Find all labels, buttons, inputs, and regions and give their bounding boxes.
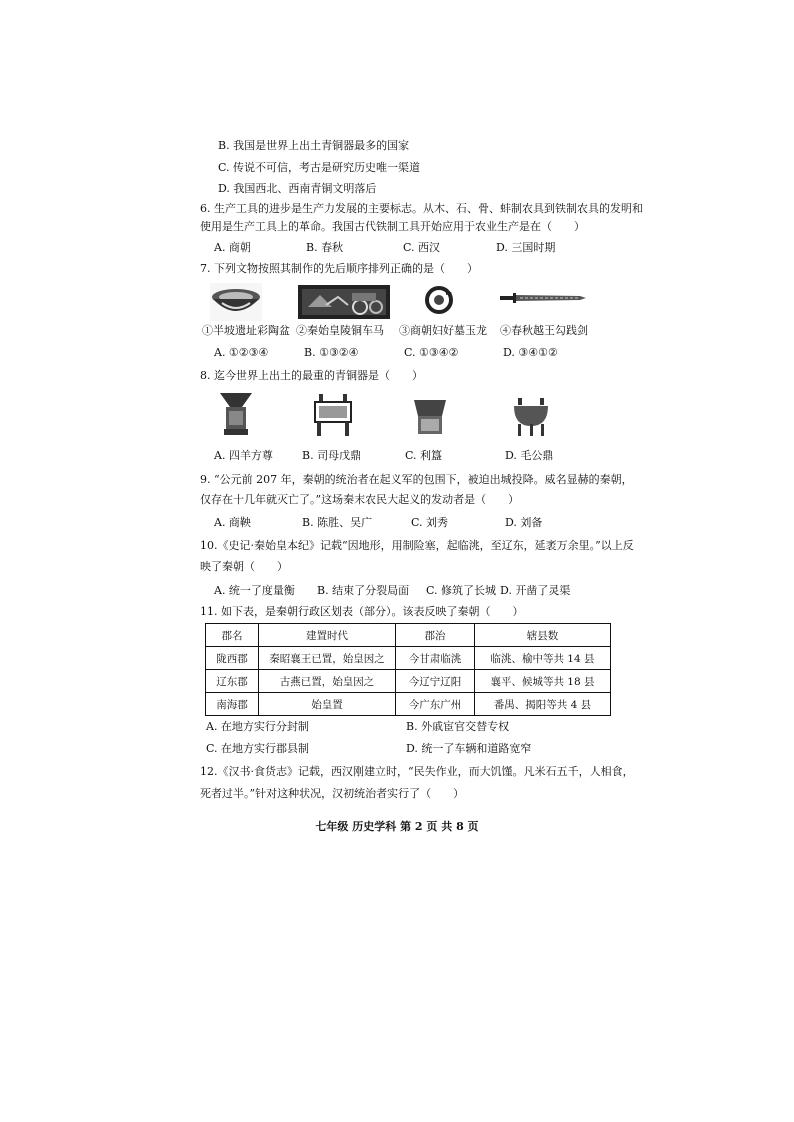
q10-option-c[interactable]: C. 修筑了长城 <box>426 584 497 597</box>
jade-dragon-image <box>424 285 454 315</box>
page-footer: 七年级 历史学科 第 2 页 共 8 页 <box>315 820 479 833</box>
q9-option-b[interactable]: B. 陈胜、吴广 <box>302 516 373 529</box>
li-gui-image <box>412 396 448 438</box>
pottery-basin-image <box>210 283 262 321</box>
table-header-row <box>206 624 611 647</box>
q11-stem: 11. 如下表，是秦朝行政区划表（部分）。该表反映了秦朝（ ） <box>200 605 524 618</box>
table-cell: 番禺、揭阳等共 4 县 <box>475 693 611 716</box>
q10-stem-line2: 映了秦朝（ ） <box>200 560 288 573</box>
q10-option-d[interactable]: D. 开凿了灵渠 <box>500 584 571 597</box>
q10-option-b[interactable]: B. 结束了分裂局面 <box>317 584 410 597</box>
q7-option-c[interactable]: C. ①③④② <box>404 346 459 359</box>
q8-option-c[interactable]: C. 利簋 <box>405 449 443 462</box>
table-cell: 陇西郡 <box>206 647 259 670</box>
maogong-ding-image <box>512 398 550 438</box>
q6-option-d[interactable]: D. 三国时期 <box>496 241 556 254</box>
q6-stem-line2: 使用是生产工具上的革命。我国古代铁制工具开始应用于农业生产是在（ ） <box>200 220 585 233</box>
sword-image <box>500 291 586 305</box>
table-row <box>206 647 611 670</box>
q7-item-1: ①半坡遗址彩陶盆 <box>202 324 290 337</box>
q8-option-a[interactable]: A. 四羊方尊 <box>214 449 273 462</box>
table-cell: 今辽宁辽阳 <box>396 670 475 693</box>
q7-option-b[interactable]: B. ①③②④ <box>304 346 359 359</box>
table-cell: 今广东广州 <box>396 693 475 716</box>
q8-stem: 8. 迄今世界上出土的最重的青铜器是（ ） <box>200 369 423 382</box>
q6-option-a[interactable]: A. 商朝 <box>214 241 251 254</box>
q11-option-a[interactable]: A. 在地方实行分封制 <box>206 720 309 733</box>
q10-stem-line1: 10.《史记·秦始皇本纪》记载“因地形，用制险塞，起临洮，至辽东，延袤万余里。”以上反 <box>200 539 634 552</box>
q10-option-a[interactable]: A. 统一了度量衡 <box>214 584 295 597</box>
q9-stem-line2: 仅存在十几年就灭亡了。”这场秦末农民大起义的发动者是（ ） <box>200 493 520 506</box>
q7-option-a[interactable]: A. ①②③④ <box>214 346 269 359</box>
q7-item-2: ②秦始皇陵铜车马 <box>296 324 384 337</box>
q12-stem-line2: 死者过半。”针对这种状况，汉初统治者实行了（ ） <box>200 787 465 800</box>
q11-option-d[interactable]: D. 统一了车辆和道路宽窄 <box>406 742 532 755</box>
q7-stem: 7. 下列文物按照其制作的先后顺序排列正确的是（ ） <box>200 262 478 275</box>
q7-item-3: ③商朝妇好墓玉龙 <box>399 324 487 337</box>
table-cell: 临洮、榆中等共 14 县 <box>475 647 611 670</box>
prev-option-d: D. 我国西北、西南青铜文明落后 <box>218 182 377 195</box>
table-header-cell: 建置时代 <box>259 624 396 647</box>
q11-option-c[interactable]: C. 在地方实行郡县制 <box>206 742 310 755</box>
table-cell: 辽东郡 <box>206 670 259 693</box>
q6-stem-line1: 6. 生产工具的进步是生产力发展的主要标志。从木、石、骨、蚌制农具到铁制农具的发明和 <box>200 202 643 215</box>
q12-stem-line1: 12.《汉书·食货志》记载，西汉刚建立时，“民失作业，而大饥馑。凡米石五千，人相食， <box>200 765 634 778</box>
bronze-chariot-image <box>298 285 390 319</box>
table-row <box>206 693 611 716</box>
admin-division-table <box>205 623 611 716</box>
q8-option-d[interactable]: D. 毛公鼎 <box>505 449 554 462</box>
prev-option-b: B. 我国是世界上出土青铜器最多的国家 <box>218 139 410 152</box>
q9-option-d[interactable]: D. 刘备 <box>505 516 543 529</box>
table-header-cell: 郡名 <box>206 624 259 647</box>
q6-option-b[interactable]: B. 春秋 <box>306 241 344 254</box>
q9-option-a[interactable]: A. 商鞅 <box>214 516 251 529</box>
prev-option-c: C. 传说不可信，考古是研究历史唯一渠道 <box>218 161 421 174</box>
table-cell: 始皇置 <box>259 693 396 716</box>
q8-option-b[interactable]: B. 司母戊鼎 <box>302 449 362 462</box>
table-row <box>206 670 611 693</box>
q6-option-c[interactable]: C. 西汉 <box>403 241 441 254</box>
table-cell: 秦昭襄王已置，始皇因之 <box>259 647 396 670</box>
q9-option-c[interactable]: C. 刘秀 <box>411 516 449 529</box>
table-cell: 今甘肃临洮 <box>396 647 475 670</box>
q9-stem-line1: 9. “公元前 207 年，秦朝的统治者在起义军的包围下，被迫出城投降。威名显赫的秦朝， <box>200 473 633 486</box>
simuwu-ding-image <box>313 394 353 438</box>
q7-option-d[interactable]: D. ③④①② <box>503 346 558 359</box>
table-cell: 南海郡 <box>206 693 259 716</box>
q7-item-4: ④春秋越王勾践剑 <box>500 324 588 337</box>
four-goat-zun-image <box>218 391 254 437</box>
table-cell: 古燕已置，始皇因之 <box>259 670 396 693</box>
q11-option-b[interactable]: B. 外戚宦官交替专权 <box>406 720 510 733</box>
table-cell: 襄平、候城等共 18 县 <box>475 670 611 693</box>
table-header-cell: 郡治 <box>396 624 475 647</box>
table-header-cell: 辖县数 <box>475 624 611 647</box>
